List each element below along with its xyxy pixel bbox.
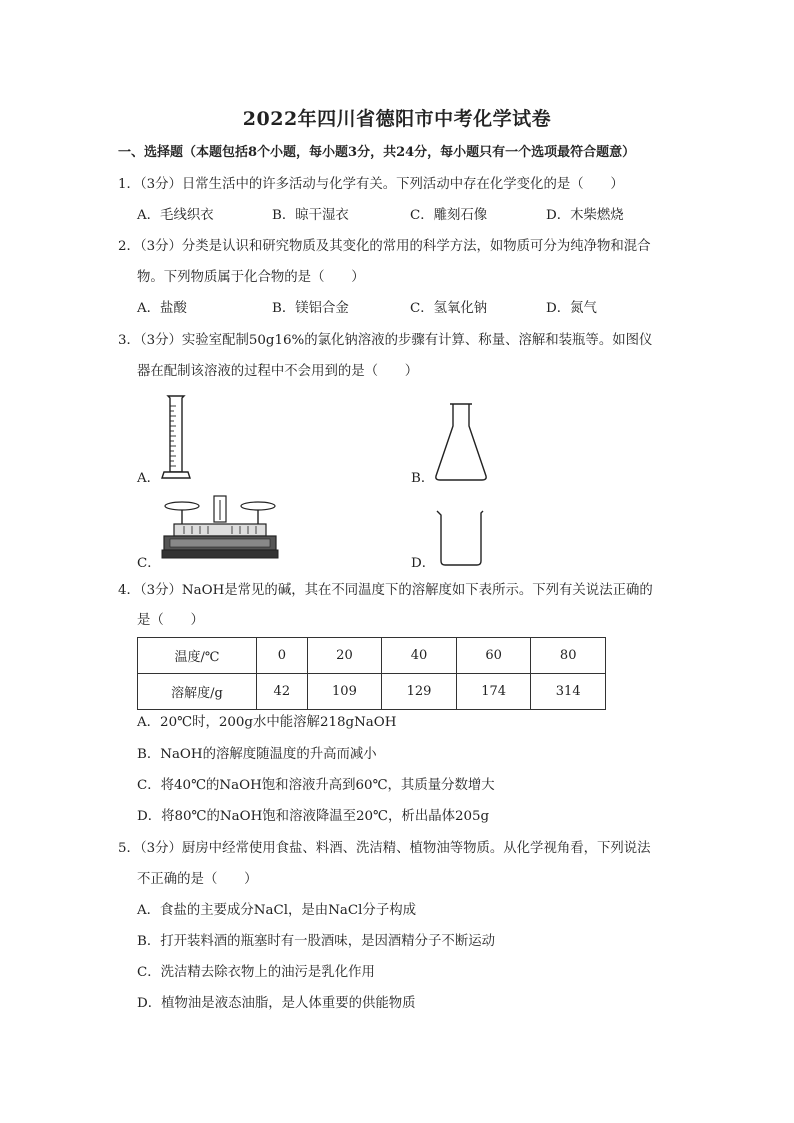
question-5-option-b: B．打开装料酒的瓶塞时有一股酒味，是因酒精分子不断运动 [137, 934, 495, 949]
conical-flask-icon [430, 400, 492, 484]
table-cell-label: 温度/℃ [138, 638, 257, 674]
question-2-option-c: C．氢氧化钠 [410, 301, 488, 316]
table-cell-label: 溶解度/g [138, 674, 257, 710]
question-4-stem-line2: 是（ ） [137, 613, 204, 628]
table-cell: 20 [307, 638, 382, 674]
question-3-option-d-label: D． [411, 556, 436, 571]
question-1-option-d: D．木柴燃烧 [546, 208, 624, 223]
table-cell: 174 [456, 674, 531, 710]
question-1-option-c: C．雕刻石像 [410, 208, 488, 223]
table-cell: 129 [382, 674, 457, 710]
question-2-option-b: B．镁铝合金 [272, 301, 349, 316]
question-3-stem-line1: 3．（3分）实验室配制50g16%的氯化钠溶液的步骤有计算、称量、溶解和装瓶等。如图仪 [118, 333, 653, 348]
table-cell: 109 [307, 674, 382, 710]
table-cell: 60 [456, 638, 531, 674]
question-3-option-b-label: B． [411, 471, 435, 486]
question-5-option-d: D．植物油是液态油脂，是人体重要的供能物质 [137, 996, 416, 1011]
question-3-option-c-label: C． [137, 556, 161, 571]
question-1-option-b: B．晾干湿衣 [272, 208, 349, 223]
balance-icon [160, 492, 280, 568]
question-2-option-d: D．氮气 [546, 301, 597, 316]
question-1-stem: 1．（3分）日常生活中的许多活动与化学有关。下列活动中存在化学变化的是（ ） [118, 177, 624, 192]
solubility-table [137, 637, 606, 710]
question-4-option-c: C．将40℃的NaOH饱和溶液升高到60℃，其质量分数增大 [137, 778, 495, 793]
question-4-option-a: A．20℃时，200g水中能溶解218gNaOH [137, 715, 397, 730]
question-3-stem-line2: 器在配制该溶液的过程中不会用到的是（ ） [137, 364, 419, 379]
question-5-stem-line1: 5．（3分）厨房中经常使用食盐、料酒、洗洁精、植物油等物质。从化学视角看，下列说法 [118, 841, 651, 856]
question-5-stem-line2: 不正确的是（ ） [137, 872, 258, 887]
table-row [138, 674, 606, 710]
question-5-option-c: C．洗洁精去除衣物上的油污是乳化作用 [137, 965, 375, 980]
question-4-option-b: B．NaOH的溶解度随温度的升高而减小 [137, 747, 377, 762]
question-5-option-a: A．食盐的主要成分NaCl，是由NaCl分子构成 [137, 903, 416, 918]
table-cell: 42 [257, 674, 308, 710]
question-3-option-a-label: A． [137, 471, 161, 486]
table-cell: 40 [382, 638, 457, 674]
page-title: 2022年四川省德阳市中考化学试卷 [242, 108, 552, 130]
table-cell: 80 [531, 638, 606, 674]
section-heading: 一、选择题（本题包括8个小题，每小题3分，共24分，每小题只有一个选项最符合题意） [118, 145, 636, 160]
question-2-stem-line1: 2．（3分）分类是认识和研究物质及其变化的常用的科学方法，如物质可分为纯净物和混合 [118, 239, 651, 254]
question-2-stem-line2: 物。下列物质属于化合物的是（ ） [137, 270, 365, 285]
table-cell: 0 [257, 638, 308, 674]
question-2-option-a: A．盐酸 [137, 301, 187, 316]
question-1-option-a: A．毛线织衣 [137, 208, 214, 223]
question-4-option-d: D．将80℃的NaOH饱和溶液降温至20℃，析出晶体205g [137, 809, 490, 824]
question-4-stem-line1: 4．（3分）NaOH是常见的碱，其在不同温度下的溶解度如下表所示。下列有关说法正确的 [118, 583, 653, 598]
beaker-icon [433, 505, 489, 569]
graduated-cylinder-icon [156, 392, 196, 484]
table-cell: 314 [531, 674, 606, 710]
table-row [138, 638, 606, 674]
